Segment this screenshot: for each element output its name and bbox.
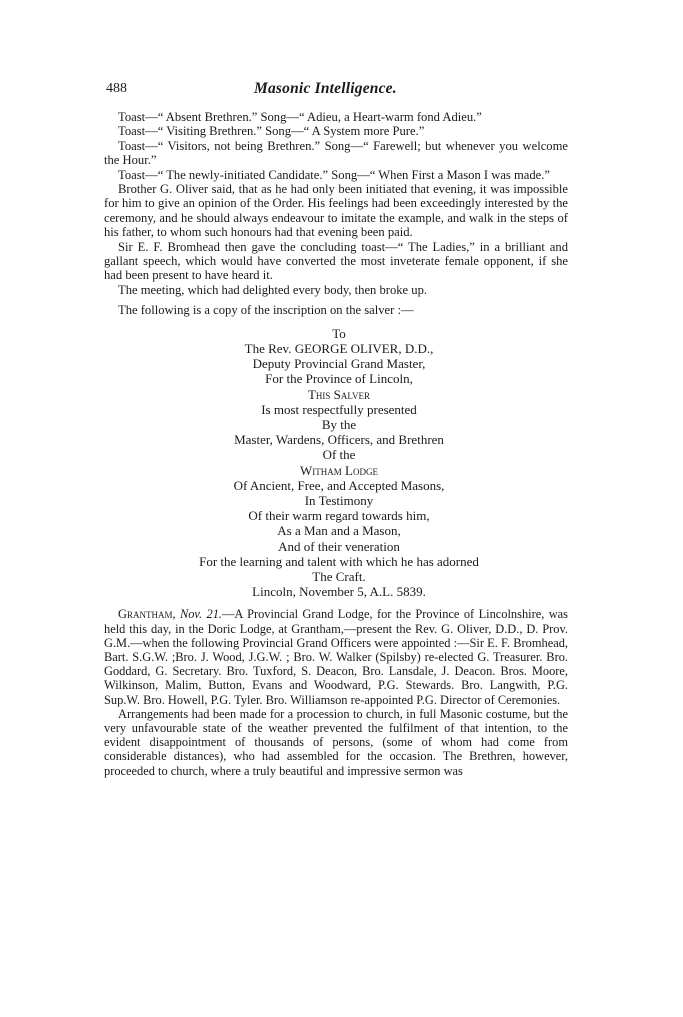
inscription-line: By the [321,416,357,432]
inscription-line: Deputy Provincial Grand Master, [252,356,426,372]
paragraph: Toast—“ Visiting Brethren.” Song—“ A System more Pure.” [118,124,425,139]
inscription-intro: The following is a copy of the inscription on the salver :— [118,303,414,318]
inscription-line: Lincoln, November 5, A.L. 5839. [252,584,426,600]
paragraph-text: —A Provincial Grand Lodge, for the Province of Lincolnshire, was held this day, in the Doric Lodge, at Grantham,—present the Rev. G. Oliver, D.D., D. Prov. G.M.—when the following Provincial Grand Officers were appointed :—Sir E. F. Bromhead, Bart. S.G.W. ;Bro. J. Wood, J.G.W. ; Bro. W. Walker (Spilsby) re-elected G. Treasurer. Bro. Goddard, G. Secretary. Bro. Tuxford, S. Deacon, Bro. Lansdale, J. Deacon. Bros. Moore, Wilkinson, Malim, Button, Evans and Woodward, P.G. Stewards. Bro. Langwith, P.G. Sup.W. Bro. Howell, P.G. Tyler. Bro. Williamson re-appointed P.G. Director of Ceremonies. [104,607,568,707]
inscription-line: For the learning and talent with which he has adorned [199,553,479,569]
paragraph: Sir E. F. Bromhead then gave the concluding toast—“ The Ladies,” in a brilliant and gallant speech, which would have converted the most inveterate female opponent, if she had been present to have heard it. [104,239,568,283]
paragraph: Brother G. Oliver said, that as he had only been initiated that evening, it was impossible for him to give an opinion of the Order. His feelings had been exceedingly interested by the ceremony, and he should always endeavour to imitate the example, and walk in the steps of his father, to whom such honours had that evening been paid. [104,182,568,240]
inscription-line: Of the [322,447,356,463]
inscription-line: As a Man and a Mason, [277,523,401,539]
inscription-line: Witham Lodge [300,462,378,478]
salver-inscription [104,326,568,600]
inscription-line: Master, Wardens, Officers, and Brethren [234,432,444,448]
inscription-line: In Testimony [304,492,374,508]
inscription-line: The Rev. GEORGE OLIVER, D.D., [244,340,434,356]
paragraph: The meeting, which had delighted every body, then broke up. [118,282,428,297]
place-name: Grantham, [118,607,176,622]
grantham-paragraph [104,607,568,706]
inscription-line: Of Ancient, Free, and Accepted Masons, [233,477,445,493]
inscription-line: Is most respectfully presented [261,401,417,417]
paragraph: Toast—“ The newly-initiated Candidate.” Song—“ When First a Mason I was made.” [118,167,550,182]
grantham-section [104,607,568,777]
paragraph: Toast—“ Visitors, not being Brethren.” Song—“ Farewell; but whenever you welcome the Hour.” [104,138,568,168]
date: Nov. 21. [179,607,223,622]
inscription-line: Of their warm regard towards him, [248,508,430,524]
document-page [104,82,568,778]
inscription-line: For the Province of Lincoln, [265,371,413,387]
page-header [104,82,568,102]
inscription-line: And of their veneration [278,538,400,554]
running-title: Masonic Intelligence. [254,80,397,97]
inscription-line: The Craft. [312,568,366,584]
inscription-line: This Salver [307,386,371,402]
page-number: 488 [106,81,127,96]
paragraph: Toast—“ Absent Brethren.” Song—“ Adieu, a Heart-warm fond Adieu.” [118,110,482,124]
toast-section [104,110,568,297]
paragraph: Arrangements had been made for a procession to church, in full Masonic costume, but the very unfavourable state of the weather prevented the fulfilment of that intention, to the evident disappointment of thousands of persons, (some of whom had come from considerable distances), who had assembled for the occasion. The Brethren, however, proceeded to church, where a truly beautiful and impressive sermon was [104,706,568,778]
inscription-line: To [332,325,346,341]
